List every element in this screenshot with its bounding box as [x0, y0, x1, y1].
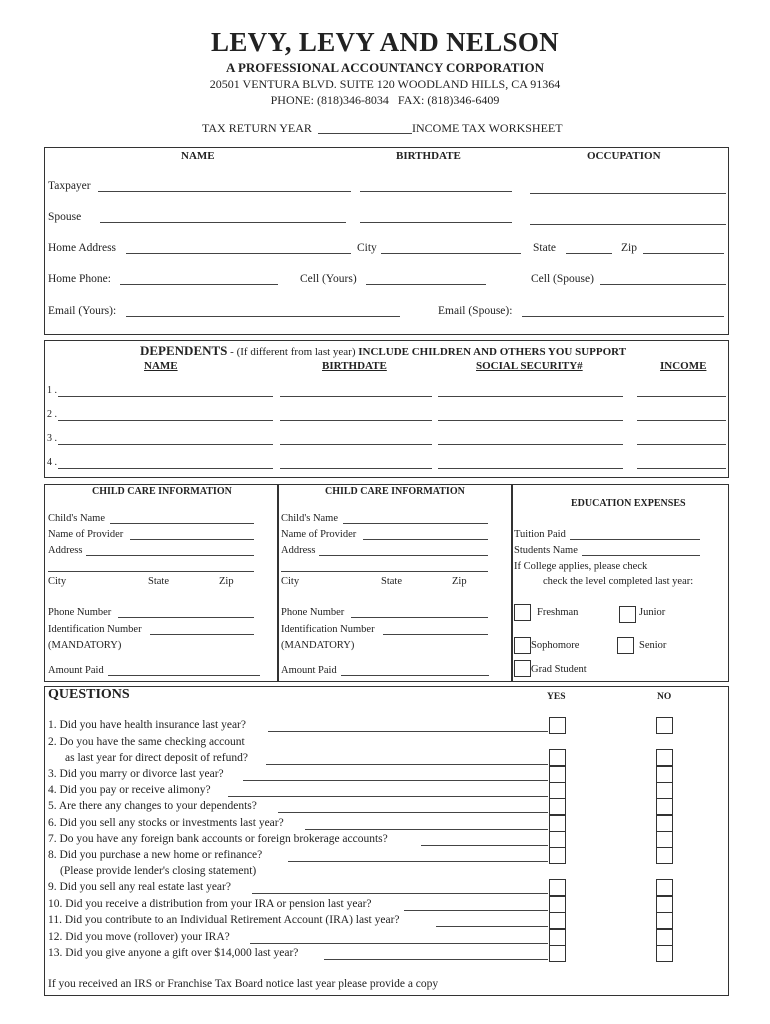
q3-no-checkbox[interactable] — [656, 766, 673, 783]
questions-title: QUESTIONS — [48, 687, 130, 702]
check-level-note: check the level completed last year: — [543, 576, 694, 587]
q3-yes-checkbox[interactable] — [549, 766, 566, 783]
q11-no-checkbox[interactable] — [656, 912, 673, 929]
home-phone-label: Home Phone: — [48, 273, 111, 285]
spouse-label: Spouse — [48, 211, 82, 223]
q4-no-checkbox[interactable] — [656, 782, 673, 799]
dependent-3-birthdate[interactable] — [280, 444, 432, 445]
sophomore-checkbox[interactable] — [514, 637, 531, 654]
cc2-childs-name-field[interactable] — [343, 523, 488, 524]
question-note: (Please provide lender's closing statement) — [60, 865, 257, 877]
dependents-title: DEPENDENTS — [140, 343, 228, 358]
cc2-id-number-field[interactable] — [383, 634, 488, 635]
junior-checkbox[interactable] — [619, 606, 636, 623]
firm-phone: PHONE: (818)346-8034 FAX: (818)346-6409 — [270, 93, 500, 107]
tax-year-label: TAX RETURN YEAR — [202, 121, 312, 135]
col-name-header: NAME — [181, 150, 215, 162]
question-leader-line — [404, 910, 548, 911]
dependent-3-ssn[interactable] — [438, 444, 623, 445]
phone-label: Phone Number — [281, 607, 345, 618]
dependent-2-income[interactable] — [637, 420, 726, 421]
q8-no-checkbox[interactable] — [656, 847, 673, 864]
city-label: City — [357, 242, 377, 254]
question-leader-line — [278, 812, 548, 813]
dependent-2-name[interactable] — [58, 420, 273, 421]
senior-label: Senior — [639, 640, 667, 651]
taxpayer-label: Taxpayer — [48, 180, 91, 192]
q2-no-checkbox[interactable] — [656, 749, 673, 766]
email-spouse-label: Email (Spouse): — [438, 305, 513, 317]
question-text: 10. Did you receive a distribution from your IRA or pension last year? — [48, 898, 372, 910]
dependent-1-income[interactable] — [637, 396, 726, 397]
city-label: City — [48, 576, 67, 587]
question-leader-line — [421, 845, 548, 846]
dependent-3-name[interactable] — [58, 444, 273, 445]
zip-field[interactable] — [643, 253, 724, 254]
firm-subtitle: A PROFESSIONAL ACCOUNTANCY CORPORATION — [226, 60, 544, 75]
provider-label: Name of Provider — [281, 529, 357, 540]
q12-no-checkbox[interactable] — [656, 929, 673, 946]
firm-name: LEVY, LEVY AND NELSON — [211, 27, 559, 57]
dependent-row-number: 2 . — [47, 409, 57, 420]
spouse-birthdate-field[interactable] — [360, 222, 512, 223]
question-leader-line — [305, 829, 548, 830]
tuition-label: Tuition Paid — [514, 529, 566, 540]
q13-yes-checkbox[interactable] — [549, 945, 566, 962]
dependents-heading — [140, 343, 626, 359]
amount-label: Amount Paid — [281, 665, 337, 676]
question-text: 2. Do you have the same checking account — [48, 736, 245, 748]
question-leader-line — [228, 796, 548, 797]
q7-no-checkbox[interactable] — [656, 831, 673, 848]
tax-year-field[interactable] — [318, 133, 412, 134]
city-label: City — [281, 576, 300, 587]
zip-label: Zip — [219, 576, 234, 587]
dependent-1-ssn[interactable] — [438, 396, 623, 397]
q8-yes-checkbox[interactable] — [549, 847, 566, 864]
college-note: If College applies, please check — [514, 561, 648, 572]
question-leader-line — [252, 893, 548, 894]
q9-yes-checkbox[interactable] — [549, 879, 566, 896]
cc2-address-line2-field[interactable] — [281, 571, 488, 572]
grad-student-checkbox[interactable] — [514, 660, 531, 677]
q5-no-checkbox[interactable] — [656, 798, 673, 815]
childs-name-label: Child's Name — [48, 513, 106, 524]
yes-header: YES — [547, 692, 566, 702]
state-label: State — [148, 576, 169, 587]
question-leader-line — [250, 943, 548, 944]
dependent-row-number: 4 . — [47, 457, 57, 468]
grad-student-label: Grad Student — [531, 664, 587, 675]
tuition-field[interactable] — [570, 539, 700, 540]
question-text: 1. Did you have health insurance last year? — [48, 719, 246, 731]
irs-notice-footer: If you received an IRS or Franchise Tax Board notice last year please provide a copy — [48, 978, 439, 990]
city-field[interactable] — [381, 253, 521, 254]
q10-yes-checkbox[interactable] — [549, 896, 566, 913]
state-label: State — [381, 576, 402, 587]
dependents-note: - (If different from last year) — [227, 346, 359, 358]
freshman-label: Freshman — [537, 607, 579, 618]
dependent-3-income[interactable] — [637, 444, 726, 445]
cc1-provider-field[interactable] — [130, 539, 254, 540]
dep-col-income: INCOME — [660, 360, 707, 372]
email-yours-field[interactable] — [126, 316, 400, 317]
question-leader-line — [266, 764, 548, 765]
col-birthdate-header: BIRTHDATE — [396, 150, 461, 162]
email-yours-label: Email (Yours): — [48, 305, 117, 317]
phone-label: Phone Number — [48, 607, 112, 618]
childs-name-label: Child's Name — [281, 513, 339, 524]
q5-yes-checkbox[interactable] — [549, 798, 566, 815]
q13-no-checkbox[interactable] — [656, 945, 673, 962]
personal-info-section — [44, 147, 729, 335]
cell-spouse-label: Cell (Spouse) — [531, 273, 594, 285]
dependent-4-birthdate[interactable] — [280, 468, 432, 469]
home-address-label: Home Address — [48, 242, 117, 254]
dependent-2-ssn[interactable] — [438, 420, 623, 421]
question-text: 11. Did you contribute to an Individual Retirement Account (IRA) last year? — [48, 914, 400, 926]
question-text: 7. Do you have any foreign bank accounts or foreign brokerage accounts? — [48, 833, 388, 845]
question-text: 6. Did you sell any stocks or investments last year? — [48, 817, 284, 829]
id-number-label: Identification Number — [281, 624, 375, 635]
spouse-name-field[interactable] — [100, 222, 346, 223]
col-occupation-header: OCCUPATION — [587, 150, 661, 162]
q9-no-checkbox[interactable] — [656, 879, 673, 896]
taxpayer-name-field[interactable] — [98, 191, 351, 192]
firm-address: 20501 VENTURA BLVD. SUITE 120 WOODLAND HILLS, CA 91364 — [209, 77, 561, 91]
cc2-address-field[interactable] — [319, 555, 488, 556]
q12-yes-checkbox[interactable] — [549, 929, 566, 946]
cc1-address-field[interactable] — [86, 555, 254, 556]
q6-no-checkbox[interactable] — [656, 815, 673, 832]
question-leader-line — [268, 731, 548, 732]
q7-yes-checkbox[interactable] — [549, 831, 566, 848]
cc2-phone-field[interactable] — [351, 617, 488, 618]
question-text: as last year for direct deposit of refund? — [65, 752, 248, 764]
question-text: 4. Did you pay or receive alimony? — [48, 784, 211, 796]
junior-label: Junior — [639, 607, 666, 618]
address-label: Address — [48, 545, 83, 556]
question-text: 8. Did you purchase a new home or refinance? — [48, 849, 263, 861]
cell-spouse-field[interactable] — [600, 284, 726, 285]
dep-col-ssn: SOCIAL SECURITY# — [476, 360, 583, 372]
cc1-amount-field[interactable] — [108, 675, 260, 676]
id-number-label: Identification Number — [48, 624, 142, 635]
question-text: 5. Are there any changes to your dependents? — [48, 800, 257, 812]
q11-yes-checkbox[interactable] — [549, 912, 566, 929]
zip-label: Zip — [621, 242, 637, 254]
question-text: 13. Did you give anyone a gift over $14,000 last year? — [48, 947, 299, 959]
child-care-title: CHILD CARE INFORMATION — [325, 486, 465, 497]
taxpayer-birthdate-field[interactable] — [360, 191, 512, 192]
cc1-phone-field[interactable] — [118, 617, 254, 618]
child-care-title: CHILD CARE INFORMATION — [92, 486, 232, 497]
cc1-address-line2-field[interactable] — [48, 571, 254, 572]
dependent-4-ssn[interactable] — [438, 468, 623, 469]
dep-col-name: NAME — [144, 360, 178, 372]
mandatory-label: (MANDATORY) — [48, 640, 122, 651]
no-header: NO — [657, 692, 672, 702]
state-field[interactable] — [566, 253, 612, 254]
dependent-4-income[interactable] — [637, 468, 726, 469]
question-text: 3. Did you marry or divorce last year? — [48, 768, 224, 780]
cc1-childs-name-field[interactable] — [110, 523, 254, 524]
q1-no-checkbox[interactable] — [656, 717, 673, 734]
cell-yours-label: Cell (Yours) — [300, 273, 357, 285]
dep-col-birthdate: BIRTHDATE — [322, 360, 387, 372]
senior-checkbox[interactable] — [617, 637, 634, 654]
dependent-row-number: 3 . — [47, 433, 57, 444]
cc2-amount-field[interactable] — [341, 675, 489, 676]
state-label: State — [533, 242, 556, 254]
dependents-include: INCLUDE CHILDREN AND OTHERS YOU SUPPORT — [358, 346, 627, 358]
cc1-id-number-field[interactable] — [150, 634, 254, 635]
q6-yes-checkbox[interactable] — [549, 815, 566, 832]
home-address-field[interactable] — [126, 253, 351, 254]
q1-yes-checkbox[interactable] — [549, 717, 566, 734]
question-leader-line — [324, 959, 548, 960]
question-text: 12. Did you move (rollover) your IRA? — [48, 931, 230, 943]
sophomore-label: Sophomore — [531, 640, 580, 651]
worksheet-label: INCOME TAX WORKSHEET — [412, 121, 563, 135]
dependent-row-number: 1 . — [47, 385, 57, 396]
dependent-4-name[interactable] — [58, 468, 273, 469]
email-spouse-field[interactable] — [522, 316, 724, 317]
students-name-field[interactable] — [582, 555, 700, 556]
question-leader-line — [288, 861, 548, 862]
dependent-1-name[interactable] — [58, 396, 273, 397]
cc2-provider-field[interactable] — [363, 539, 488, 540]
provider-label: Name of Provider — [48, 529, 124, 540]
q4-yes-checkbox[interactable] — [549, 782, 566, 799]
mandatory-label: (MANDATORY) — [281, 640, 355, 651]
dependent-1-birthdate[interactable] — [280, 396, 432, 397]
home-phone-field[interactable] — [120, 284, 278, 285]
question-leader-line — [243, 780, 548, 781]
amount-label: Amount Paid — [48, 665, 104, 676]
education-title: EDUCATION EXPENSES — [571, 498, 686, 509]
address-label: Address — [281, 545, 316, 556]
zip-label: Zip — [452, 576, 467, 587]
question-text: 9. Did you sell any real estate last year? — [48, 881, 231, 893]
cell-yours-field[interactable] — [366, 284, 486, 285]
spouse-occupation-field[interactable] — [530, 224, 726, 225]
question-leader-line — [436, 926, 548, 927]
q2-yes-checkbox[interactable] — [549, 749, 566, 766]
freshman-checkbox[interactable] — [514, 604, 531, 621]
students-name-label: Students Name — [514, 545, 578, 556]
taxpayer-occupation-field[interactable] — [530, 193, 726, 194]
q10-no-checkbox[interactable] — [656, 896, 673, 913]
dependent-2-birthdate[interactable] — [280, 420, 432, 421]
